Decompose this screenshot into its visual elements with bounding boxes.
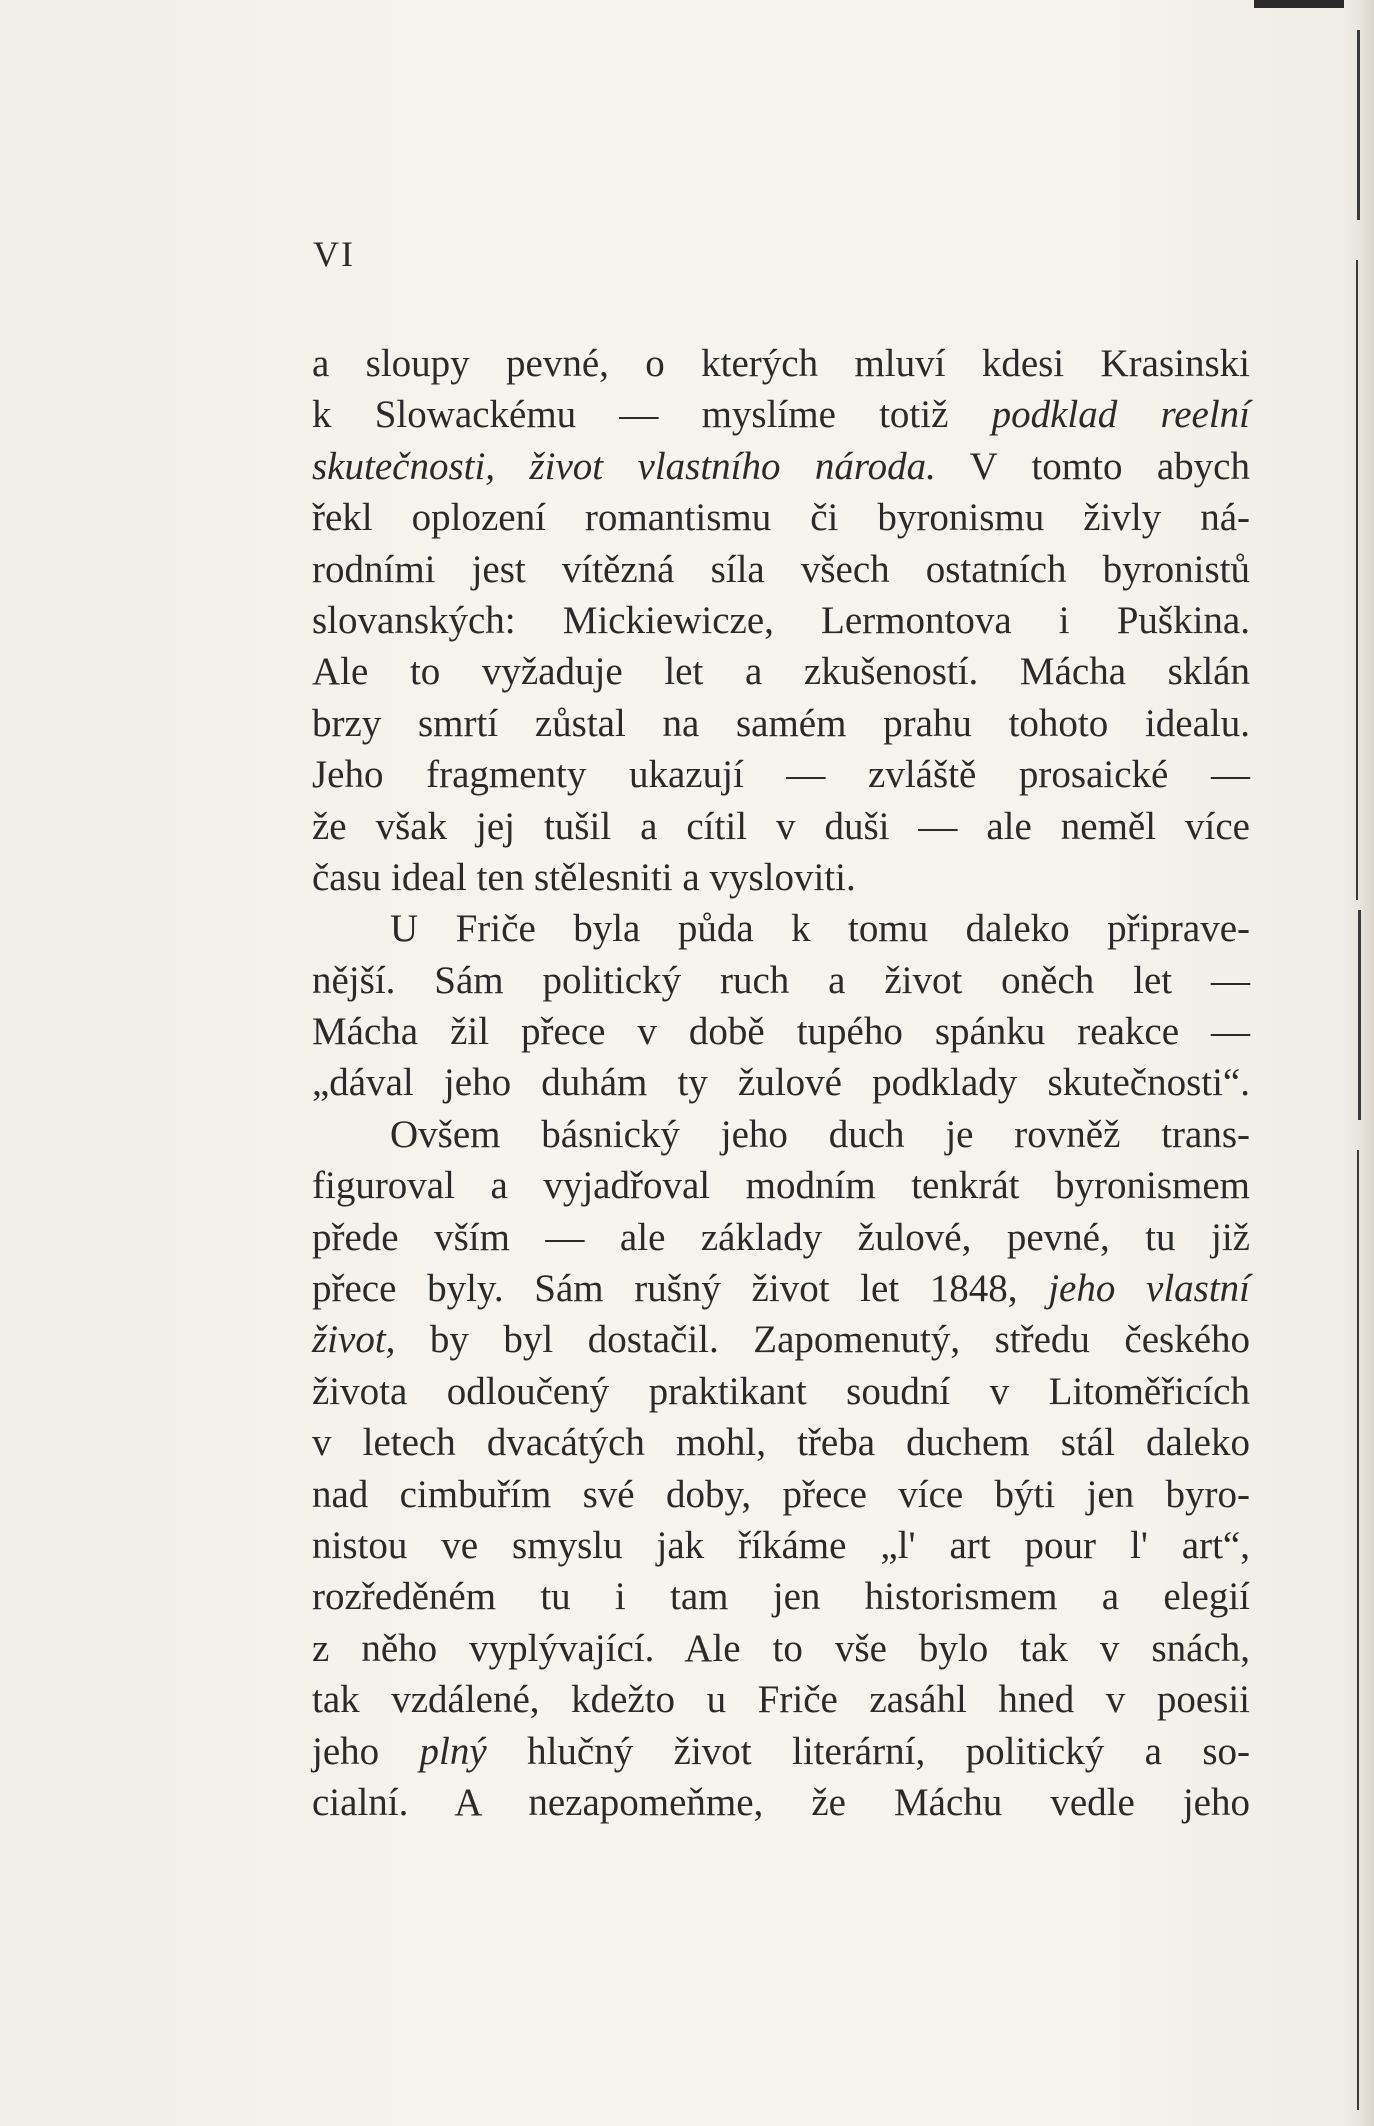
text-line bbox=[312, 1212, 1250, 1263]
text-line bbox=[312, 698, 1250, 749]
text-line bbox=[312, 1109, 1250, 1160]
text-run: cialní. A nezapomeňme, že Máchu vedle jeho bbox=[312, 1780, 1250, 1824]
text-line bbox=[312, 389, 1250, 440]
page-number: VI bbox=[313, 234, 355, 274]
text-line bbox=[312, 1726, 1250, 1777]
top-edge-mark bbox=[1254, 0, 1344, 8]
edge-line bbox=[1357, 30, 1360, 220]
text-run: brzy smrtí zůstal na samém prahu tohoto idealu. bbox=[312, 701, 1250, 745]
text-run: že však jej tušil a cítil v duši — ale neměl více bbox=[312, 804, 1250, 848]
text-line bbox=[312, 1674, 1250, 1725]
text-line bbox=[312, 492, 1250, 543]
text-run: tak vzdálené, kdežto u Friče zasáhl hned v poesii bbox=[312, 1678, 1250, 1722]
text-run: života odloučený praktikant soudní v Litoměřicích bbox=[312, 1369, 1250, 1413]
text-line bbox=[312, 1160, 1250, 1211]
text-line bbox=[312, 1057, 1250, 1108]
text-run: nad cimbuřím své doby, přece více býti jen byro- bbox=[312, 1472, 1250, 1516]
text-line bbox=[312, 646, 1250, 697]
text-run: slovanských: Mickiewicze, Lermontova i Puškina. bbox=[312, 598, 1250, 642]
text-run: a sloupy pevné, o kterých mluví kdesi Krasinski bbox=[312, 342, 1250, 385]
text-run: z něho vyplývající. Ale to vše bylo tak v snách, bbox=[312, 1626, 1250, 1670]
text-line bbox=[312, 595, 1250, 646]
text-run: rozředěném tu i tam jen historismem a elegií bbox=[312, 1575, 1250, 1619]
text-run: řekl oplození romantismu či byronismu živly ná- bbox=[312, 496, 1250, 540]
text-run: času ideal ten stělesniti a vysloviti. bbox=[312, 855, 856, 899]
text-line bbox=[312, 903, 1250, 954]
text-run: hlučný život literární, politický a so- bbox=[486, 1729, 1250, 1773]
text-run: přede vším — ale základy žulové, pevné, tu již bbox=[312, 1215, 1250, 1259]
text-line bbox=[312, 441, 1250, 492]
text-run: figuroval a vyjadřoval modním tenkrát byronismem bbox=[312, 1164, 1250, 1208]
text-run: v letech dvacátých mohl, třeba duchem stál daleko bbox=[312, 1421, 1250, 1465]
text-run: „dával jeho duhám ty žulové podklady skutečnosti“. bbox=[312, 1061, 1250, 1105]
text-run: by byl dostačil. Zapomenutý, středu českého bbox=[395, 1318, 1250, 1362]
text-run: jeho bbox=[312, 1729, 420, 1773]
italic-text: podklad reelní bbox=[991, 393, 1250, 437]
text-line bbox=[312, 1366, 1250, 1417]
text-run: nější. Sám politický ruch a život oněch let — bbox=[312, 958, 1250, 1002]
italic-text: jeho vlastní bbox=[1048, 1267, 1251, 1311]
text-run: Ale to vyžaduje let a zkušeností. Mácha sklán bbox=[312, 650, 1250, 694]
text-run: k Slowackému — myslíme totiž bbox=[312, 393, 992, 437]
text-line bbox=[312, 1520, 1250, 1571]
edge-line bbox=[1357, 1150, 1359, 2110]
edge-line bbox=[1356, 260, 1358, 900]
italic-text: skutečnosti, život vlastního národa. bbox=[312, 444, 936, 488]
text-line bbox=[312, 1314, 1250, 1365]
text-run: U Friče byla půda k tomu daleko připrave- bbox=[390, 907, 1250, 951]
text-run: Mácha žil přece v době tupého spánku reakce — bbox=[312, 1010, 1250, 1054]
text-line bbox=[312, 1571, 1250, 1622]
page-body-text bbox=[312, 338, 1250, 1828]
text-line bbox=[312, 1417, 1250, 1468]
text-run: nistou ve smyslu jak říkáme „l' art pour l' art“, bbox=[312, 1523, 1250, 1567]
text-line bbox=[312, 1006, 1250, 1057]
text-line bbox=[312, 749, 1250, 800]
text-line bbox=[312, 1777, 1250, 1828]
page-right-edge bbox=[1344, 0, 1374, 2126]
text-run: přece byly. Sám rušný život let 1848, bbox=[312, 1267, 1049, 1311]
text-line bbox=[312, 801, 1250, 852]
text-line bbox=[312, 852, 1250, 903]
text-line bbox=[312, 955, 1250, 1006]
text-line bbox=[312, 1263, 1250, 1314]
italic-text: plný bbox=[419, 1729, 487, 1773]
text-line bbox=[312, 338, 1250, 389]
text-line bbox=[312, 1623, 1250, 1674]
text-line bbox=[312, 544, 1250, 595]
text-run: V tomto abych bbox=[935, 444, 1250, 488]
text-run: rodními jest vítězná síla všech ostatních byronistů bbox=[312, 547, 1250, 591]
text-line bbox=[312, 1469, 1250, 1520]
text-run: Jeho fragmenty ukazují — zvláště prosaické — bbox=[312, 753, 1250, 797]
edge-line bbox=[1358, 910, 1361, 1120]
text-run: Ovšem básnický jeho duch je rovněž trans- bbox=[390, 1112, 1250, 1156]
italic-text: život, bbox=[312, 1318, 396, 1362]
